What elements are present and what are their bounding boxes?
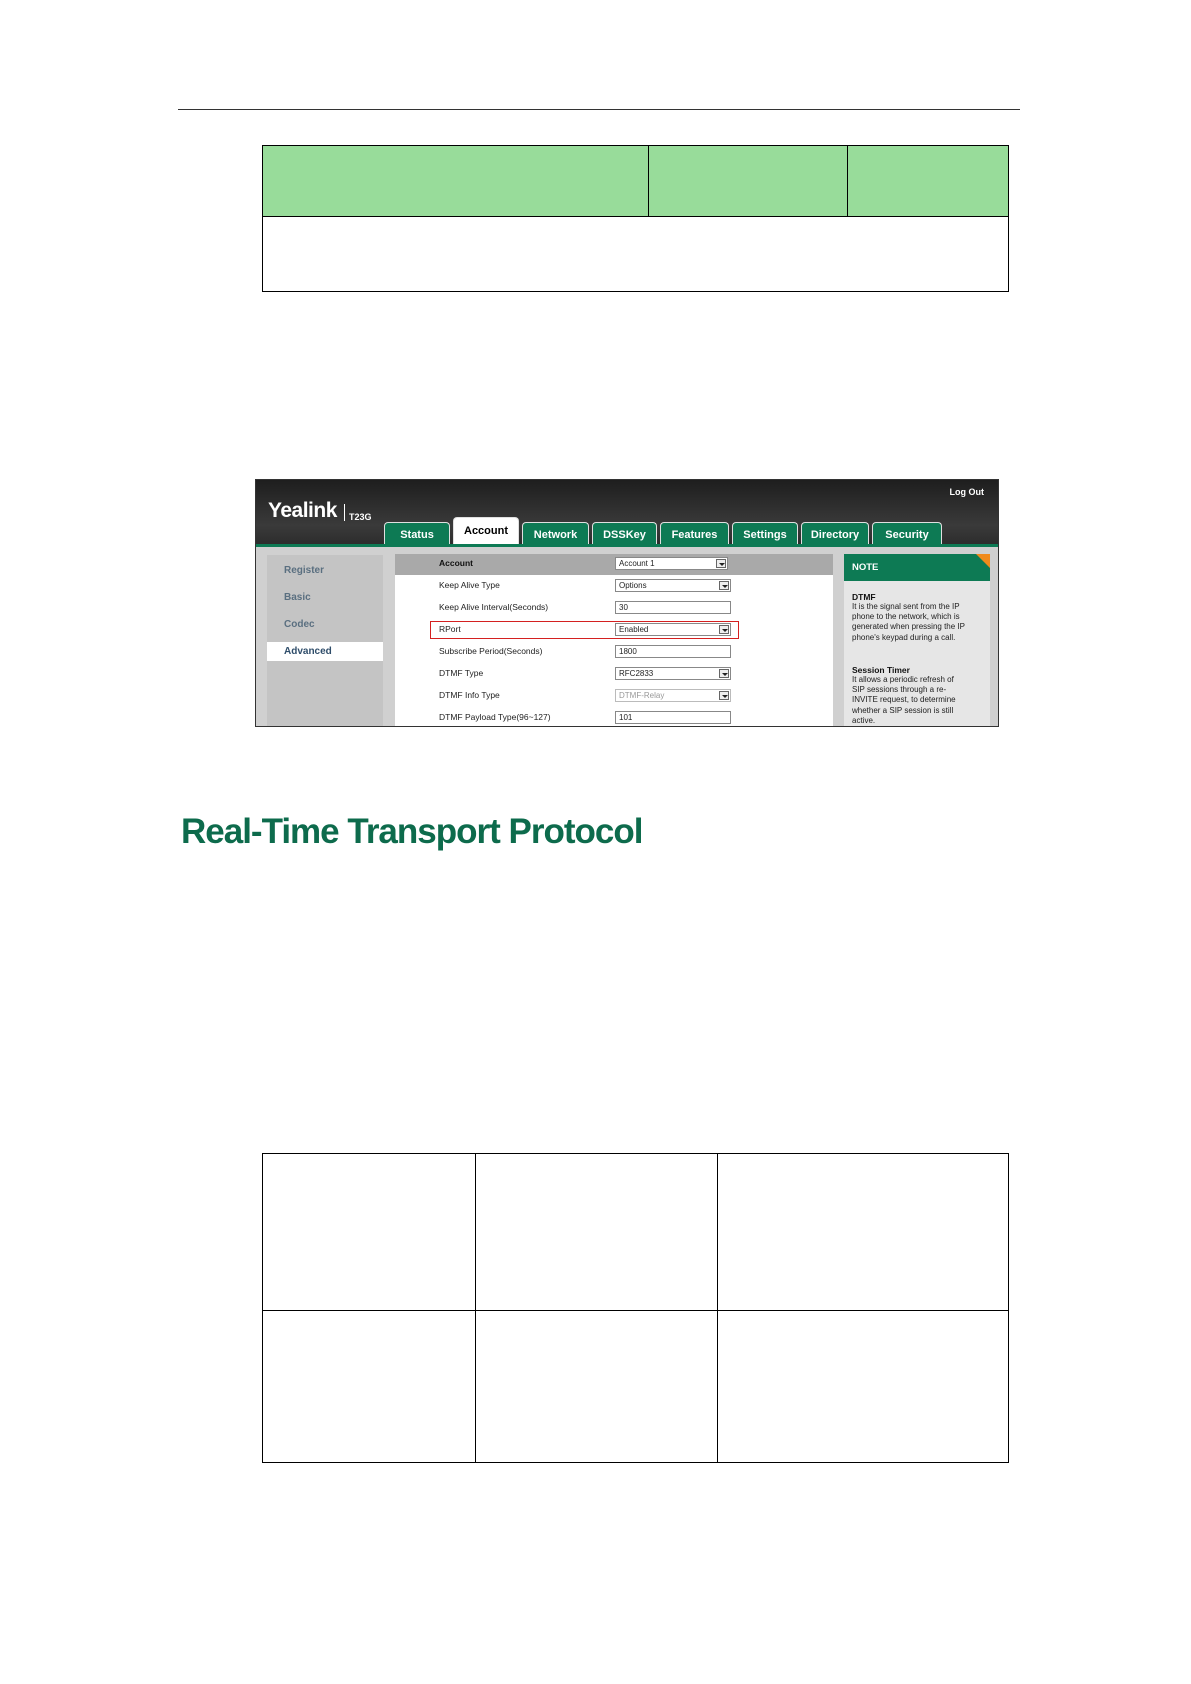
note-line: SIP sessions through a re- bbox=[852, 685, 947, 695]
field-label: DTMF Type bbox=[439, 668, 484, 678]
bottom-table bbox=[262, 1153, 1009, 1463]
dtmf-info-type-select bbox=[615, 689, 731, 702]
rport-select[interactable] bbox=[615, 623, 731, 636]
nav-item-register[interactable]: Register bbox=[284, 565, 325, 576]
top-table-header-cell bbox=[848, 146, 1009, 217]
tab-status[interactable]: Status bbox=[384, 522, 450, 546]
field-label: DTMF Info Type bbox=[439, 690, 500, 700]
chevron-down-icon bbox=[719, 581, 729, 590]
chevron-down-icon bbox=[716, 559, 726, 568]
tab-settings[interactable]: Settings bbox=[732, 522, 798, 546]
field-label: Account bbox=[439, 558, 473, 568]
nav-item-basic[interactable]: Basic bbox=[284, 592, 311, 603]
note-line: whether a SIP session is still bbox=[852, 705, 954, 715]
web-ui-screenshot bbox=[255, 479, 999, 727]
table-cell bbox=[718, 1154, 1009, 1311]
dtmf-payload-type-96-127-input[interactable] bbox=[615, 711, 731, 724]
yealink-logo: Yealink bbox=[268, 499, 337, 522]
field-label: Keep Alive Interval(Seconds) bbox=[439, 602, 549, 612]
table-row bbox=[263, 1311, 1009, 1463]
section-title: Real-Time Transport Protocol bbox=[181, 812, 643, 851]
field-value: 101 bbox=[619, 713, 633, 722]
field-value: Enabled bbox=[619, 625, 649, 634]
field-value: RFC2833 bbox=[619, 669, 654, 678]
account-select[interactable] bbox=[615, 557, 728, 570]
left-nav bbox=[267, 555, 383, 727]
note-line: phone to the network, which is bbox=[852, 612, 960, 622]
field-value: Account 1 bbox=[619, 559, 655, 568]
subscribe-period-seconds-input[interactable] bbox=[615, 645, 731, 658]
table-row bbox=[263, 1154, 1009, 1311]
table-cell bbox=[476, 1154, 718, 1311]
field-value: 1800 bbox=[619, 647, 637, 656]
nav-item-codec[interactable]: Codec bbox=[284, 619, 315, 630]
field-label: RPort bbox=[439, 624, 461, 634]
field-value: Options bbox=[619, 581, 647, 590]
keep-alive-interval-seconds-input[interactable] bbox=[615, 601, 731, 614]
field-label: DTMF Payload Type(96~127) bbox=[439, 712, 551, 722]
top-table-cell bbox=[263, 217, 1009, 292]
tab-underline bbox=[256, 544, 998, 547]
table-cell bbox=[718, 1311, 1009, 1463]
header-rule bbox=[178, 109, 1020, 110]
note-panel bbox=[844, 554, 990, 727]
top-table-header-cell bbox=[263, 146, 649, 217]
note-corner-icon bbox=[976, 554, 990, 568]
top-table-header-row bbox=[263, 146, 1009, 217]
field-label: Keep Alive Type bbox=[439, 580, 500, 590]
note-line: active. bbox=[852, 715, 876, 725]
chevron-down-icon bbox=[719, 669, 729, 678]
tab-features[interactable]: Features bbox=[660, 522, 729, 546]
note-section-text bbox=[852, 675, 984, 726]
keep-alive-type-select[interactable] bbox=[615, 579, 731, 592]
table-cell bbox=[476, 1311, 718, 1463]
tab-security[interactable]: Security bbox=[872, 522, 942, 546]
account-form bbox=[395, 554, 833, 727]
chevron-down-icon bbox=[719, 625, 729, 634]
note-line: INVITE request, to determine bbox=[852, 695, 956, 705]
note-line: generated when pressing the IP bbox=[852, 622, 965, 632]
tab-dsskey[interactable]: DSSKey bbox=[592, 522, 657, 546]
tab-directory[interactable]: Directory bbox=[801, 522, 869, 546]
logout-link[interactable]: Log Out bbox=[949, 487, 984, 497]
phone-model: T23G bbox=[349, 512, 372, 522]
top-table-row bbox=[263, 217, 1009, 292]
note-line: It allows a periodic refresh of bbox=[852, 675, 954, 684]
top-table-header-cell bbox=[649, 146, 848, 217]
note-section-title: DTMF bbox=[852, 592, 876, 602]
table-cell bbox=[263, 1311, 476, 1463]
note-header: NOTE bbox=[844, 554, 990, 581]
nav-item-advanced[interactable]: Advanced bbox=[267, 642, 383, 661]
dtmf-type-select[interactable] bbox=[615, 667, 731, 680]
chevron-down-icon bbox=[719, 691, 729, 700]
table-cell bbox=[263, 1154, 476, 1311]
tab-account[interactable]: Account bbox=[453, 517, 519, 547]
logo-separator bbox=[344, 504, 345, 521]
note-section-text bbox=[852, 602, 984, 643]
top-table bbox=[262, 145, 1009, 292]
note-line: It is the signal sent from the IP bbox=[852, 602, 960, 611]
field-value: 30 bbox=[619, 603, 628, 612]
banner bbox=[256, 480, 998, 545]
field-label: Subscribe Period(Seconds) bbox=[439, 646, 543, 656]
note-section-title: Session Timer bbox=[852, 665, 910, 675]
field-value: DTMF-Relay bbox=[619, 691, 665, 700]
tab-network[interactable]: Network bbox=[522, 522, 589, 546]
note-line: phone's keypad during a call. bbox=[852, 632, 956, 642]
